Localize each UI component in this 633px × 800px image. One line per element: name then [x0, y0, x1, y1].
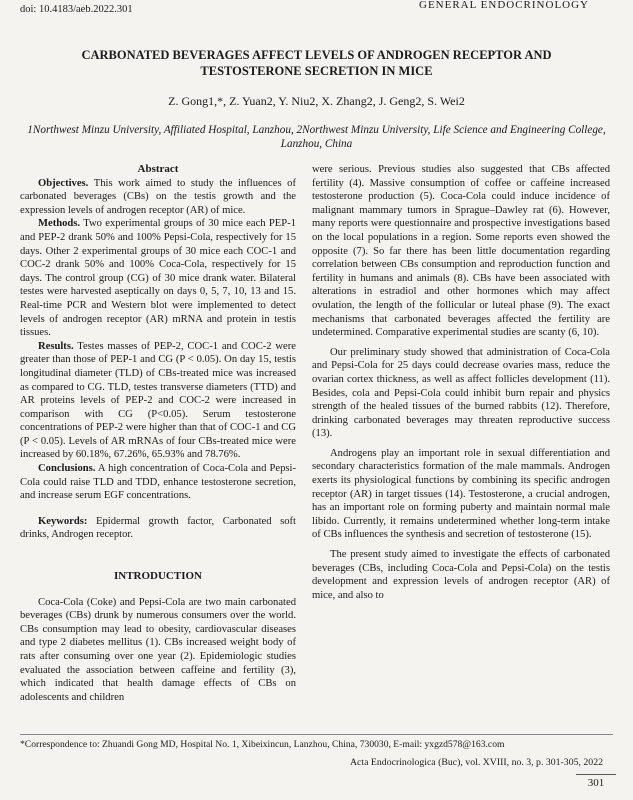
intro-paragraph-2: Our preliminary study showed that administration of Coca-Cola and Pepsi-Cola for 25 days could decrease ovaries mass, reduce the ovarian cortex thickness, as well as affect follicles development (11). Besides, cola and Pepsi-Cola could inhibit burn repair and physics strength of the healed tissues of the burned rabbits (12). Therefore, drinking carbonated beverages may threaten reproductive success (13).	[312, 346, 610, 440]
correspondence-footnote: *Correspondence to: Zhuandi Gong MD, Hospital No. 1, Xibeixincun, Lanzhou, China, 730030, E-mail: yxgzd578@163.com	[20, 739, 505, 750]
keywords-label: Keywords:	[38, 515, 88, 527]
methods-text: Two experimental groups of 30 mice each PEP-1 and PEP-2 drank 50% and 100% Pepsi-Cola, respectively for 15 days. Other 2 experimental groups of 30 mice each COC-1 and COC-2 drank 50% and 100% Coca-Cola, respectively for 15 days. The control group (CG) of 30 mice drank water. Bilateral testes were harvested aseptically on days 0, 5, 7, 10, 13 and 15. Real-time PCR and Western blot were implemented to detect levels of androgen receptor (AR) mRNA and protein in testis tissues.	[20, 218, 296, 339]
section-tag: GENERAL ENDOCRINOLOGY	[375, 0, 633, 12]
conclusions-text: A high concentration of Coca-Cola and Pepsi-Cola could raise TLD and TDD, enhance testosterone secretion, and increase serum EGF concentrations.	[20, 463, 296, 502]
results-text: Testes masses of PEP-2, COC-1 and COC-2 were greater than those of PEP-1 and CG (P < 0.05). On day 15, testis longitudinal diameter (TLD) of CBs-treated mice was increased as compared to CG. TLD, testes transverse diameters (TTD) and AR proteins levels of PEP-2 and COC-2 were increased in comparison with CG (P<0.05). Serum testosterone concentrations of PEP-2 were higher than that of COC-1 and CG (P < 0.05). Levels of AR mRNAs of four CBs-treated mice were increased by 60.18%, 67.26%, 65.93% and 78.76%.	[20, 340, 296, 461]
introduction-heading: INTRODUCTION	[113, 570, 202, 583]
methods-label: Methods.	[38, 218, 81, 230]
page-number: 301	[576, 774, 616, 789]
abstract-conclusions	[20, 462, 296, 503]
abstract-heading: Abstract	[137, 163, 179, 175]
authors: Z. Gong1,*, Z. Yuan2, Y. Niu2, X. Zhang2, J. Geng2, S. Wei2	[168, 94, 465, 108]
affiliation: 1Northwest Minzu University, Affiliated Hospital, Lanzhou, 2Northwest Minzu University, Life Science and Engineering College, Lanzhou, China	[27, 124, 606, 150]
intro-paragraph-1-continued: were serious. Previous studies also suggested that CBs affected fertility (4). Massive consumption of coffee or caffeine increased testosterone production (5). Coca-Cola could induce incidence of malignant mammary tumors in Sprague–Dawley rat (6). However, many reports were questionnaire and prospective investigations based on the local populations in a region. Some reports even showed the opposite (7). So far there has been little documentation regarding correlation between CBs consumption and reproduction function and fertility in humans and animals (8). CBs have been associated with alterations in estradiol and other hormones which may affect ovulation, the length of the follicular or luteal phase (9). The exact mechanisms that carbonated beverages affected the fertility are undetermined. Comparative experimental studies are scanty (6, 10).	[312, 164, 610, 339]
results-label: Results.	[38, 340, 74, 352]
conclusions-label: Conclusions.	[38, 463, 96, 475]
footnote-divider	[20, 734, 613, 735]
abstract-results	[20, 340, 296, 462]
abstract-methods	[20, 217, 296, 339]
objectives-text: This work aimed to study the influences of carbonated beverages (CBs) on the testis growth and the expression levels of androgen receptor (AR) of mice.	[20, 177, 296, 216]
right-column	[312, 163, 610, 602]
keywords-text: Epidermal growth factor, Carbonated soft drinks, Androgen receptor.	[20, 515, 296, 541]
journal-reference: Acta Endocrinologica (Buc), vol. XVIII, no. 3, p. 301-305, 2022	[349, 757, 603, 768]
objectives-label: Objectives.	[38, 177, 89, 189]
paper-title: CARBONATED BEVERAGES AFFECT LEVELS OF ANDROGEN RECEPTOR AND TESTOSTERONE SECRETION IN MICE	[81, 48, 552, 78]
abstract-objectives	[20, 177, 296, 218]
intro-paragraph-1: Coca-Cola (Coke) and Pepsi-Cola are two main carbonated beverages (CBs) drunk by numerous consumers over the world. CBs consumption may lead to obesity, cardiovascular diseases and type 2 diabetes mellitus (1). CBs increased weight body of rats after consuming over one year (2). Epidemiologic studies evaluated the association between caffeine and fertility (3), which indicated that health damage effects of CBs on adolescents and children	[20, 596, 296, 703]
left-column	[20, 163, 296, 704]
doi: doi: 10.4183/aeb.2022.301	[20, 4, 133, 15]
intro-paragraph-4: The present study aimed to investigate the effects of carbonated beverages (CBs, including Coca-Cola and Pepsi-Cola) on the testis development and expression levels of androgen receptor (AR) of mice, and also to	[312, 549, 610, 601]
intro-paragraph-3: Androgens play an important role in sexual differentiation and secondary characteristics formation of the male mammals. Androgen exerts its physiological functions by combining its specific androgen receptor (AR) in target tissues (14). Testosterone, a crucial androgen, has an important role on forming puberty and maintain normal male libido. Currently, it remains undetermined whether long-term intake of CBs influences the synthesis and secretion of testosterone (15).	[312, 447, 610, 541]
keywords	[20, 515, 296, 542]
